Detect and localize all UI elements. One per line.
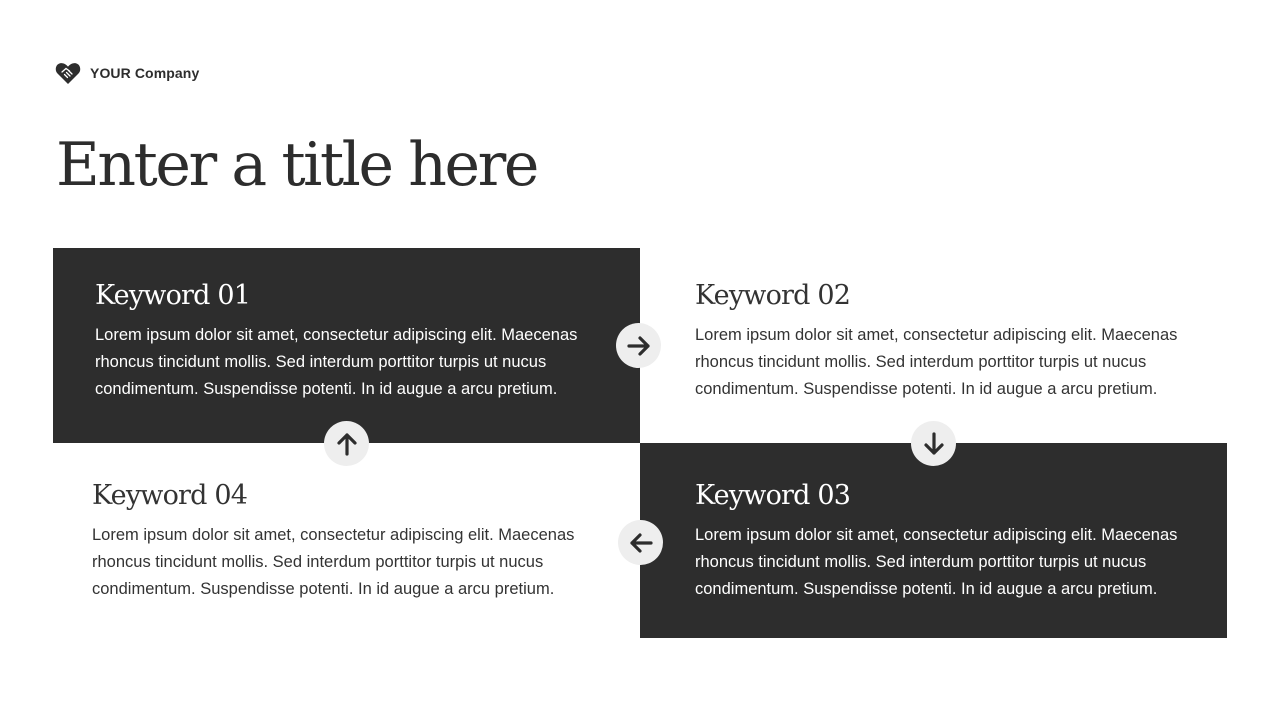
handshake-heart-icon [55, 60, 81, 86]
card-body: Lorem ipsum dolor sit amet, consectetur adipiscing elit. Maecenas rhoncus tincidunt mollis. Sed interdum porttitor turpis ut nucus condimentum. Suspendisse potenti. In id augue a arcu pretium. [95, 326, 578, 399]
card-heading: Keyword 01 [95, 280, 251, 311]
card-body: Lorem ipsum dolor sit amet, consectetur adipiscing elit. Maecenas rhoncus tincidunt mollis. Sed interdum porttitor turpis ut nucus condimentum. Suspendisse potenti. In id augue a arcu pretium. [92, 526, 575, 599]
keyword-card-04 [53, 443, 640, 638]
keyword-card-03 [640, 443, 1227, 638]
arrow-up-icon [333, 430, 361, 458]
page-title: Enter a title here [56, 130, 537, 200]
arrow-up-button[interactable] [324, 421, 369, 466]
keyword-card-01 [53, 248, 640, 443]
card-heading: Keyword 02 [695, 280, 851, 311]
arrow-left-button[interactable] [618, 520, 663, 565]
card-heading: Keyword 04 [92, 480, 248, 511]
card-heading: Keyword 03 [695, 480, 851, 511]
company-name: YOUR Company [90, 65, 200, 81]
arrow-down-button[interactable] [911, 421, 956, 466]
keyword-card-02 [640, 248, 1227, 443]
card-body: Lorem ipsum dolor sit amet, consectetur adipiscing elit. Maecenas rhoncus tincidunt mollis. Sed interdum porttitor turpis ut nucus condimentum. Suspendisse potenti. In id augue a arcu pretium. [695, 326, 1178, 399]
arrow-down-icon [920, 430, 948, 458]
card-body: Lorem ipsum dolor sit amet, consectetur adipiscing elit. Maecenas rhoncus tincidunt mollis. Sed interdum porttitor turpis ut nucus condimentum. Suspendisse potenti. In id augue a arcu pretium. [695, 526, 1178, 599]
arrow-left-icon [627, 529, 655, 557]
arrow-right-icon [625, 332, 653, 360]
brand-logo [55, 60, 199, 86]
arrow-right-button[interactable] [616, 323, 661, 368]
